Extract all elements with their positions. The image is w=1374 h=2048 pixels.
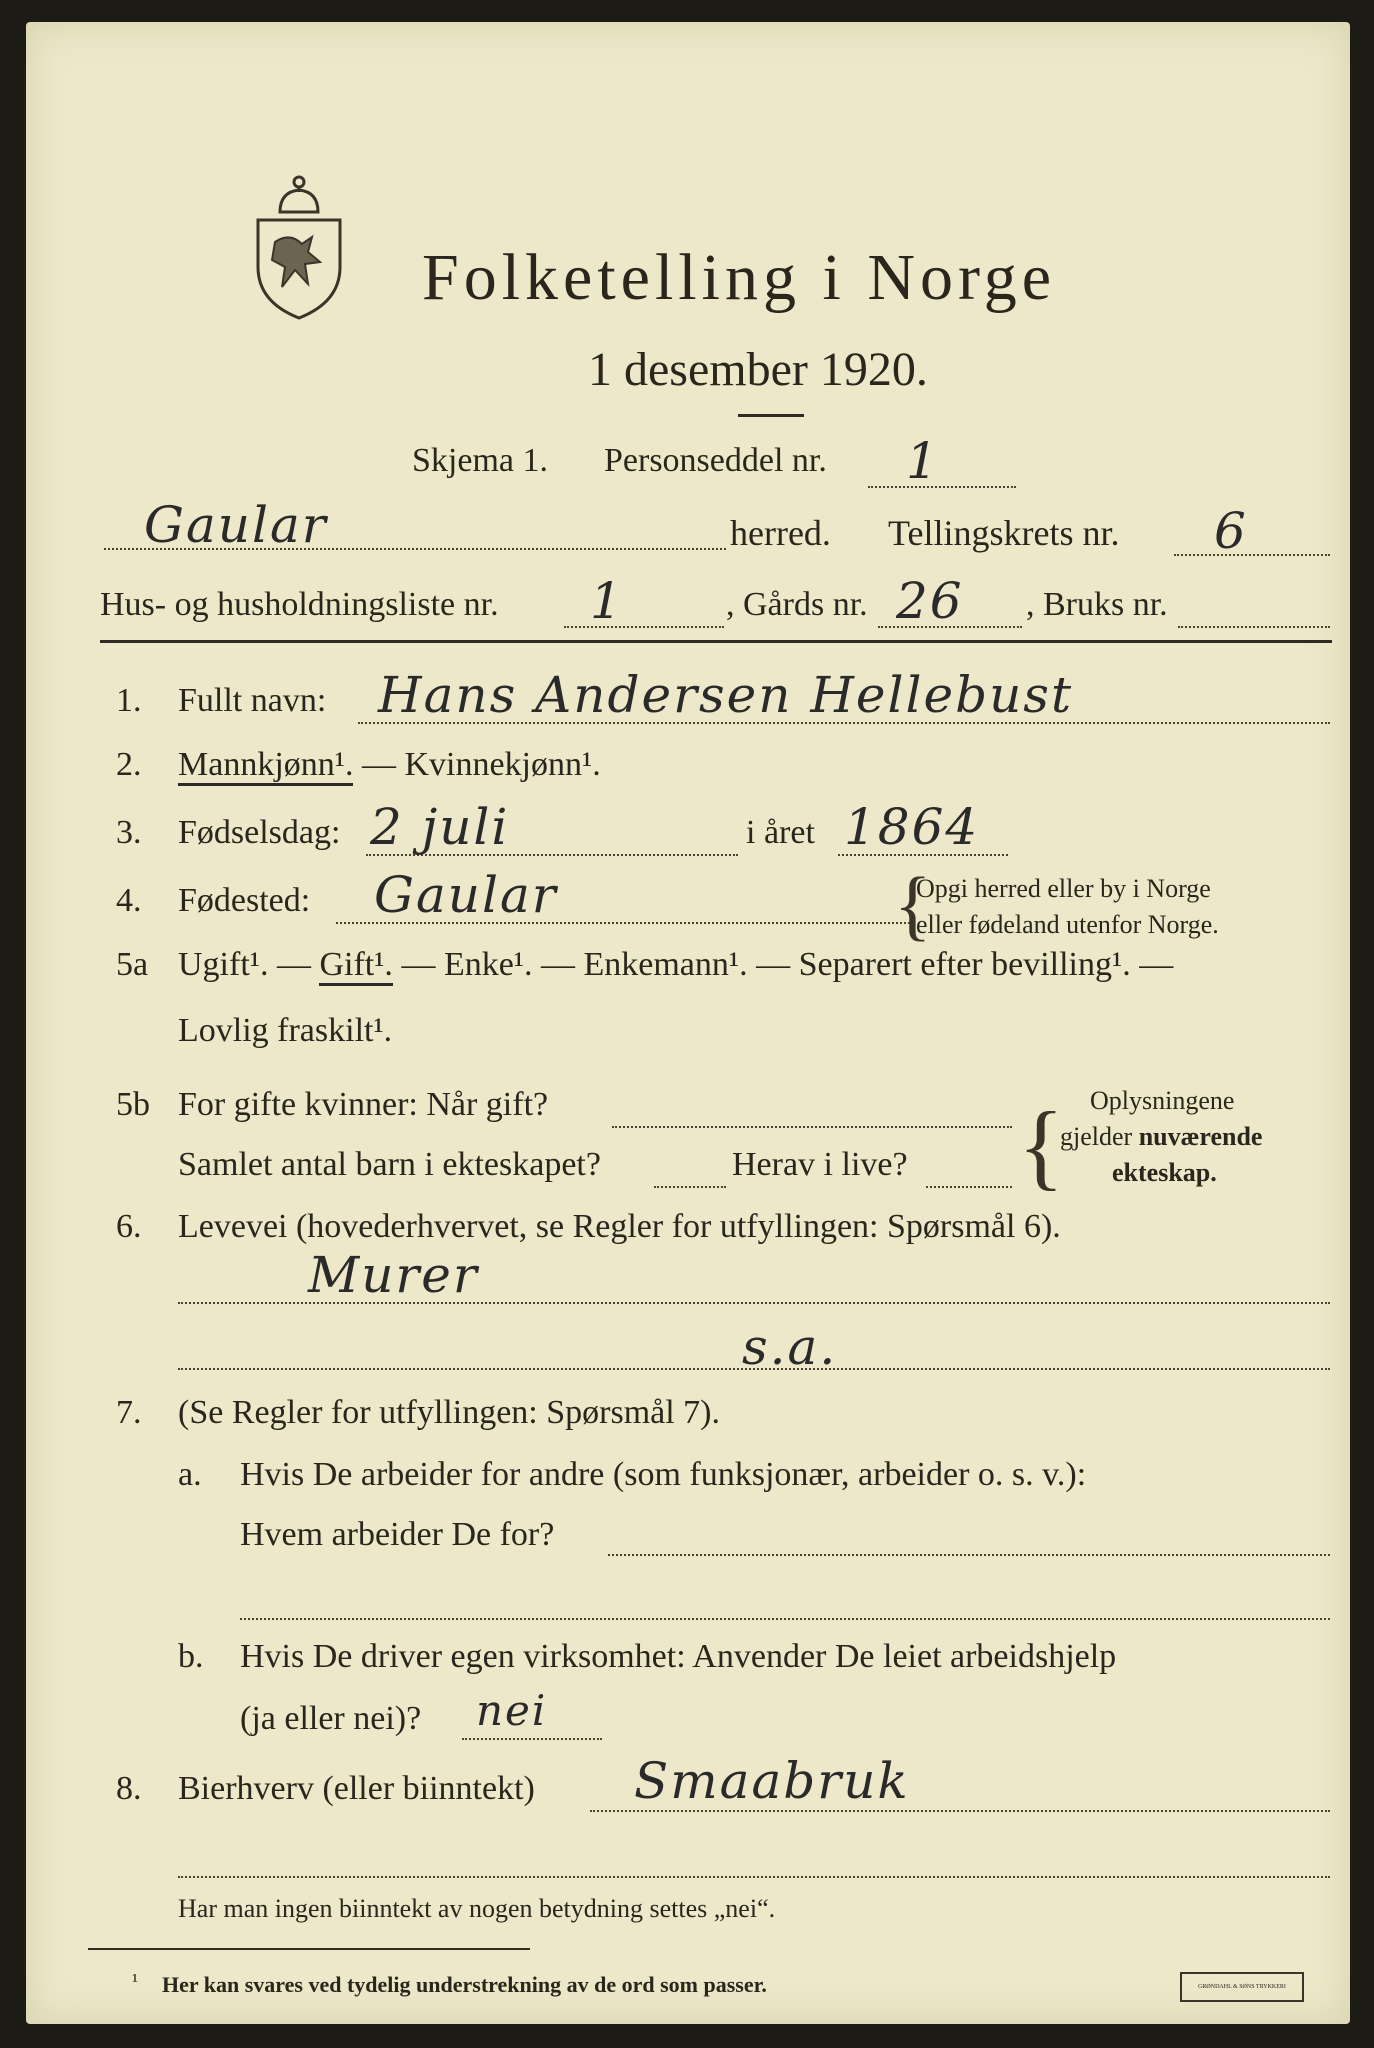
q2-female[interactable]: Kvinnekjønn¹. <box>404 746 601 783</box>
q5b-note-3: ekteskap. <box>1112 1158 1217 1187</box>
q6-value: Murer <box>308 1246 479 1304</box>
q7a-line-1 <box>608 1554 1330 1556</box>
tellingskrets-label: Tellingskrets nr. <box>888 513 1120 553</box>
q8-line-1 <box>590 1810 1330 1812</box>
q3-year-label: i året <box>746 814 815 851</box>
personseddel-line <box>868 486 1016 488</box>
q5a-options <box>178 946 1173 984</box>
q6-value-2: s.a. <box>742 1318 838 1376</box>
q4-number: 4. <box>116 882 142 919</box>
q5b-line-2 <box>654 1186 726 1188</box>
q2-number: 2. <box>116 746 142 783</box>
skjema-label: Skjema 1. <box>412 442 548 479</box>
personseddel-value: 1 <box>906 432 940 490</box>
q7-label: (Se Regler for utfyllingen: Spørsmål 7). <box>178 1394 721 1431</box>
herred-value: Gaular <box>144 496 328 554</box>
bruks-line <box>1178 626 1330 628</box>
q4-value: Gaular <box>374 866 558 924</box>
q2-sep: — <box>353 746 405 783</box>
q2-options <box>178 746 601 784</box>
gards-label: , Gårds nr. <box>726 586 868 623</box>
q7a-letter: a. <box>178 1456 202 1493</box>
q5b-note-1: Oplysningene <box>1090 1086 1235 1115</box>
q5a-rest[interactable]: — Enke¹. — Enkemann¹. — Separert efter bevilling¹. — <box>392 946 1174 983</box>
q5a-gift[interactable]: Gift¹. <box>319 946 392 986</box>
q7b-text: Hvis De driver egen virksomhet: Anvender De leiet arbeidshjelp <box>240 1638 1117 1675</box>
q5b-line-3 <box>926 1186 1012 1188</box>
q5b-line-1 <box>612 1126 1012 1128</box>
q4-label: Fødested: <box>178 882 311 919</box>
q7b-value: nei <box>476 1686 548 1735</box>
q8-note: Har man ingen biinntekt av nogen betydning settes „nei“. <box>178 1894 776 1923</box>
q8-label: Bierhverv (eller biinntekt) <box>178 1770 535 1807</box>
q1-label: Fullt navn: <box>178 682 327 719</box>
form-date: 1 desember 1920. <box>588 343 928 396</box>
tellingskrets-line <box>1174 554 1330 556</box>
title-divider <box>738 414 804 417</box>
husliste-value: 1 <box>590 572 624 630</box>
footnote-rule <box>88 1948 530 1950</box>
q7a-question: Hvem arbeider De for? <box>240 1516 555 1553</box>
bruks-label: , Bruks nr. <box>1026 586 1168 623</box>
q5b-label-3: Herav i live? <box>732 1146 908 1183</box>
husliste-line <box>564 626 724 628</box>
q5a-number: 5a <box>116 946 149 983</box>
form-title: Folketelling i Norge <box>422 241 1057 314</box>
footnote-text: Her kan svares ved tydelig understrekning av de ord som passer. <box>162 1972 767 1997</box>
personseddel-label: Personseddel nr. <box>604 442 827 479</box>
q7b-question: (ja eller nei)? <box>240 1700 422 1737</box>
q3-year-value: 1864 <box>844 798 980 856</box>
q8-line-2 <box>178 1876 1330 1878</box>
q7a-text: Hvis De arbeider for andre (som funksjonær, arbeider o. s. v.): <box>240 1456 1087 1493</box>
q8-value: Smaabruk <box>634 1752 910 1810</box>
q5a-sep: — <box>268 946 320 983</box>
q5b-brace: { <box>1018 1092 1065 1199</box>
q5b-number: 5b <box>116 1086 150 1123</box>
coat-of-arms-icon <box>250 172 348 322</box>
q3-value: 2 juli <box>370 798 510 856</box>
header-rule <box>100 640 1332 643</box>
q5b-label-2: Samlet antal barn i ekteskapet? <box>178 1146 601 1183</box>
gards-value: 26 <box>896 572 964 630</box>
q4-note-1: Opgi herred eller by i Norge <box>916 874 1211 903</box>
herred-label: herred. <box>730 513 831 553</box>
q4-brace: { <box>894 861 932 948</box>
q2-male[interactable]: Mannkjønn¹. <box>178 746 353 786</box>
q7a-line-2 <box>240 1618 1330 1620</box>
q5a-ugift[interactable]: Ugift¹. <box>178 946 269 983</box>
q3-number: 3. <box>116 814 142 851</box>
q5b-note-2: gjelder nuværende <box>1060 1122 1263 1151</box>
q6-label: Levevei (hovederhvervet, se Regler for utfyllingen: Spørsmål 6). <box>178 1208 1061 1245</box>
q5a-fraskilt[interactable]: Lovlig fraskilt¹. <box>178 1012 393 1049</box>
q5b-label-1: For gifte kvinner: Når gift? <box>178 1086 549 1123</box>
q4-note-2: eller fødeland utenfor Norge. <box>916 910 1219 939</box>
census-form-paper <box>26 22 1350 2024</box>
q7b-line <box>462 1738 602 1740</box>
q7b-letter: b. <box>178 1638 204 1675</box>
footnote-mark: ¹ <box>132 1970 138 1992</box>
q3-label: Fødselsdag: <box>178 814 341 851</box>
printer-stamp: GRØNDAHL & SØNS TRYKKERI <box>1180 1972 1304 2002</box>
q6-number: 6. <box>116 1208 142 1245</box>
q8-number: 8. <box>116 1770 142 1807</box>
tellingskrets-value: 6 <box>1214 502 1248 560</box>
q7-number: 7. <box>116 1394 142 1431</box>
q1-value: Hans Andersen Hellebust <box>378 666 1074 724</box>
husliste-label: Hus- og husholdningsliste nr. <box>100 586 499 623</box>
q1-number: 1. <box>116 682 142 719</box>
